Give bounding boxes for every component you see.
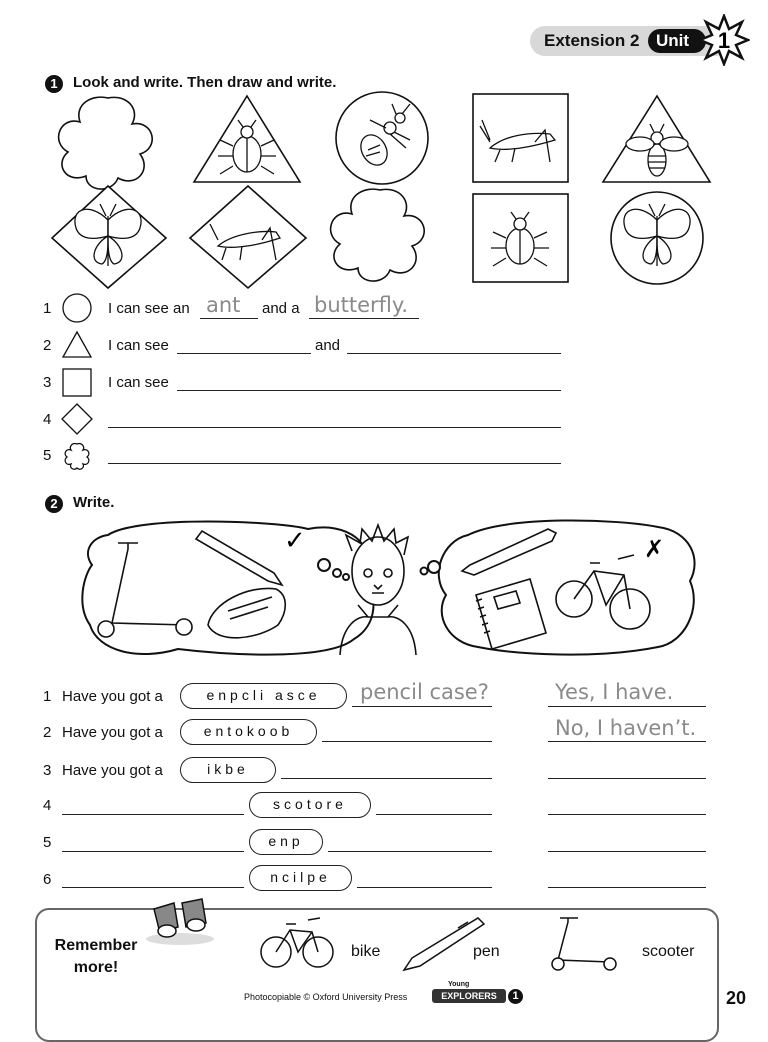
circle-icon [60,292,94,324]
triangle-icon [60,330,94,360]
row-number: 5 [43,447,52,464]
row-number: 6 [43,871,52,888]
answer-line[interactable] [328,851,492,852]
sentence-start: I can see an [108,300,190,317]
row-number: 3 [43,374,52,391]
series-number: 1 [508,989,523,1004]
cross-icon: ✗ [644,535,665,563]
scrambled-word: scotore [249,792,371,818]
answer-line[interactable] [177,390,561,391]
sentence-start: I can see [108,374,169,391]
unit-number: 1 [717,28,731,53]
answer-line[interactable] [347,353,561,354]
answer-line[interactable] [108,463,561,464]
tick-icon: ✓ [284,526,306,556]
unit-star-icon [698,14,750,66]
reply-line[interactable] [548,741,706,742]
row-number: 4 [43,411,52,428]
scrambled-word: enpcli asce [180,683,347,709]
row-number: 4 [43,797,52,814]
square-icon [60,366,94,398]
footer-copyright: Photocopiable © Oxford University Press [244,992,408,1002]
bike-icon [258,912,338,970]
binoculars-icon [140,895,220,945]
sentence-start: I can see [108,337,169,354]
row-number: 5 [43,834,52,851]
sentence-mid: and a [262,300,300,317]
row-number: 2 [43,337,52,354]
answer-ant: ant [206,293,241,317]
scrambled-word: ikbe [180,757,276,783]
reply-line[interactable] [548,706,706,707]
reply-text: No, I haven’t. [555,716,697,740]
answer-line[interactable] [108,427,561,428]
exercise2-number: 2 [45,495,63,513]
scrambled-word: ncilpe [249,865,352,891]
flower-shape [59,97,153,189]
answer-text: pencil case? [360,680,489,704]
answer-butterfly: butterfly. [314,293,408,317]
exercise1-instruction: Look and write. Then draw and write. [73,74,337,91]
reply-line[interactable] [548,887,706,888]
question-text: Have you got a [62,724,163,741]
thought-bubbles-picture [78,515,718,665]
page-number: 20 [726,988,747,1008]
answer-line[interactable] [376,814,492,815]
scooter-icon [548,912,628,972]
remember-more-title: Remember more! [54,937,138,976]
word-bike: bike [351,943,381,960]
answer-line[interactable] [177,353,311,354]
extension-title: Extension 2 [544,31,640,50]
series-logo: EXPLORERS [432,989,506,1003]
sentence-mid: and [315,337,341,354]
answer-line[interactable] [200,318,258,319]
question-text: Have you got a [62,688,163,705]
reply-line[interactable] [548,814,706,815]
answer-line[interactable] [62,814,244,815]
reply-line[interactable] [548,778,706,779]
flower-icon [60,440,94,470]
reply-line[interactable] [548,851,706,852]
question-text: Have you got a [62,762,163,779]
scrambled-word: enp [249,829,323,855]
series-logo-top: Young [448,981,470,988]
answer-line[interactable] [62,851,244,852]
word-scooter: scooter [642,943,695,960]
exercise1-number: 1 [45,75,63,93]
answer-line[interactable] [281,778,492,779]
exercise2-instruction: Write. [73,494,115,511]
row-number: 2 [43,724,52,741]
word-pen: pen [473,943,500,960]
row-number: 3 [43,762,52,779]
answer-line[interactable] [357,887,492,888]
unit-label: Unit [648,29,706,53]
row-number: 1 [43,688,52,705]
answer-line[interactable] [62,887,244,888]
diamond-icon [60,402,94,436]
reply-text: Yes, I have. [555,680,674,704]
flower-shape [331,189,425,281]
answer-line[interactable] [309,318,419,319]
scrambled-word: entokoob [180,719,317,745]
circle-shape [336,92,428,184]
row-number: 1 [43,300,52,317]
answer-line[interactable] [352,706,492,707]
answer-line[interactable] [322,741,492,742]
insect-shapes-grid [50,90,720,290]
